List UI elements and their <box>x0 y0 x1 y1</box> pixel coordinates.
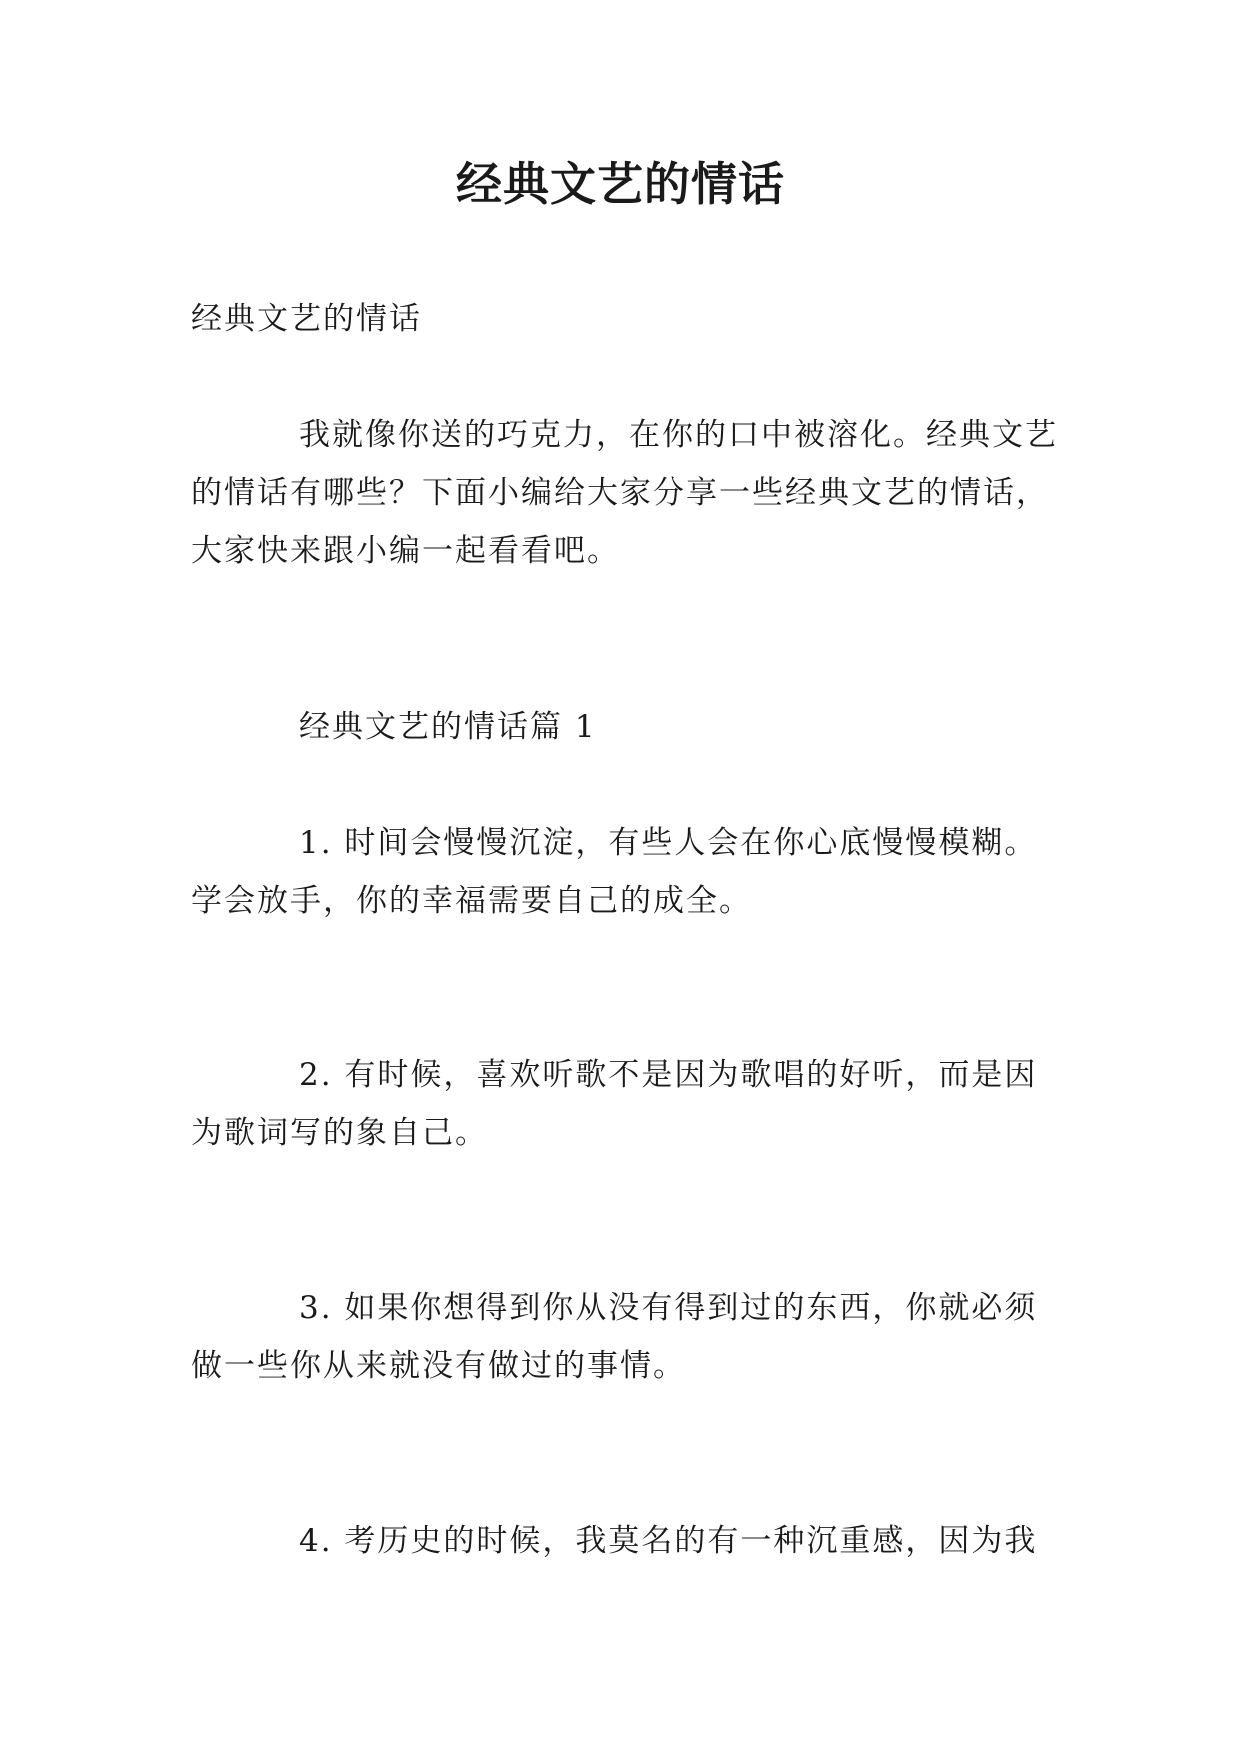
list-item: 2. 有时候，喜欢听歌不是因为歌唱的好听，而是因为歌词写的象自己。 <box>191 1057 1038 1151</box>
intro-paragraph: 我就像你送的巧克力，在你的口中被溶化。经典文艺的情话有哪些？下面小编给大家分享一些经典文艺的情话，大家快来跟小编一起看看吧。 <box>191 417 1058 569</box>
list-item: 1. 时间会慢慢沉淀，有些人会在你心底慢慢模糊。学会放手，你的幸福需要自己的成全。 <box>191 825 1038 919</box>
list-item: 4. 考历史的时候，我莫名的有一种沉重感，因为我 <box>299 1523 1038 1559</box>
section-heading: 经典文艺的情话篇 1 <box>299 709 597 745</box>
list-item: 3. 如果你想得到你从没有得到过的东西，你就必须做一些你从来就没有做过的事情。 <box>191 1290 1038 1384</box>
document-subtitle: 经典文艺的情话 <box>191 301 422 337</box>
document-title: 经典文艺的情话 <box>456 157 785 211</box>
